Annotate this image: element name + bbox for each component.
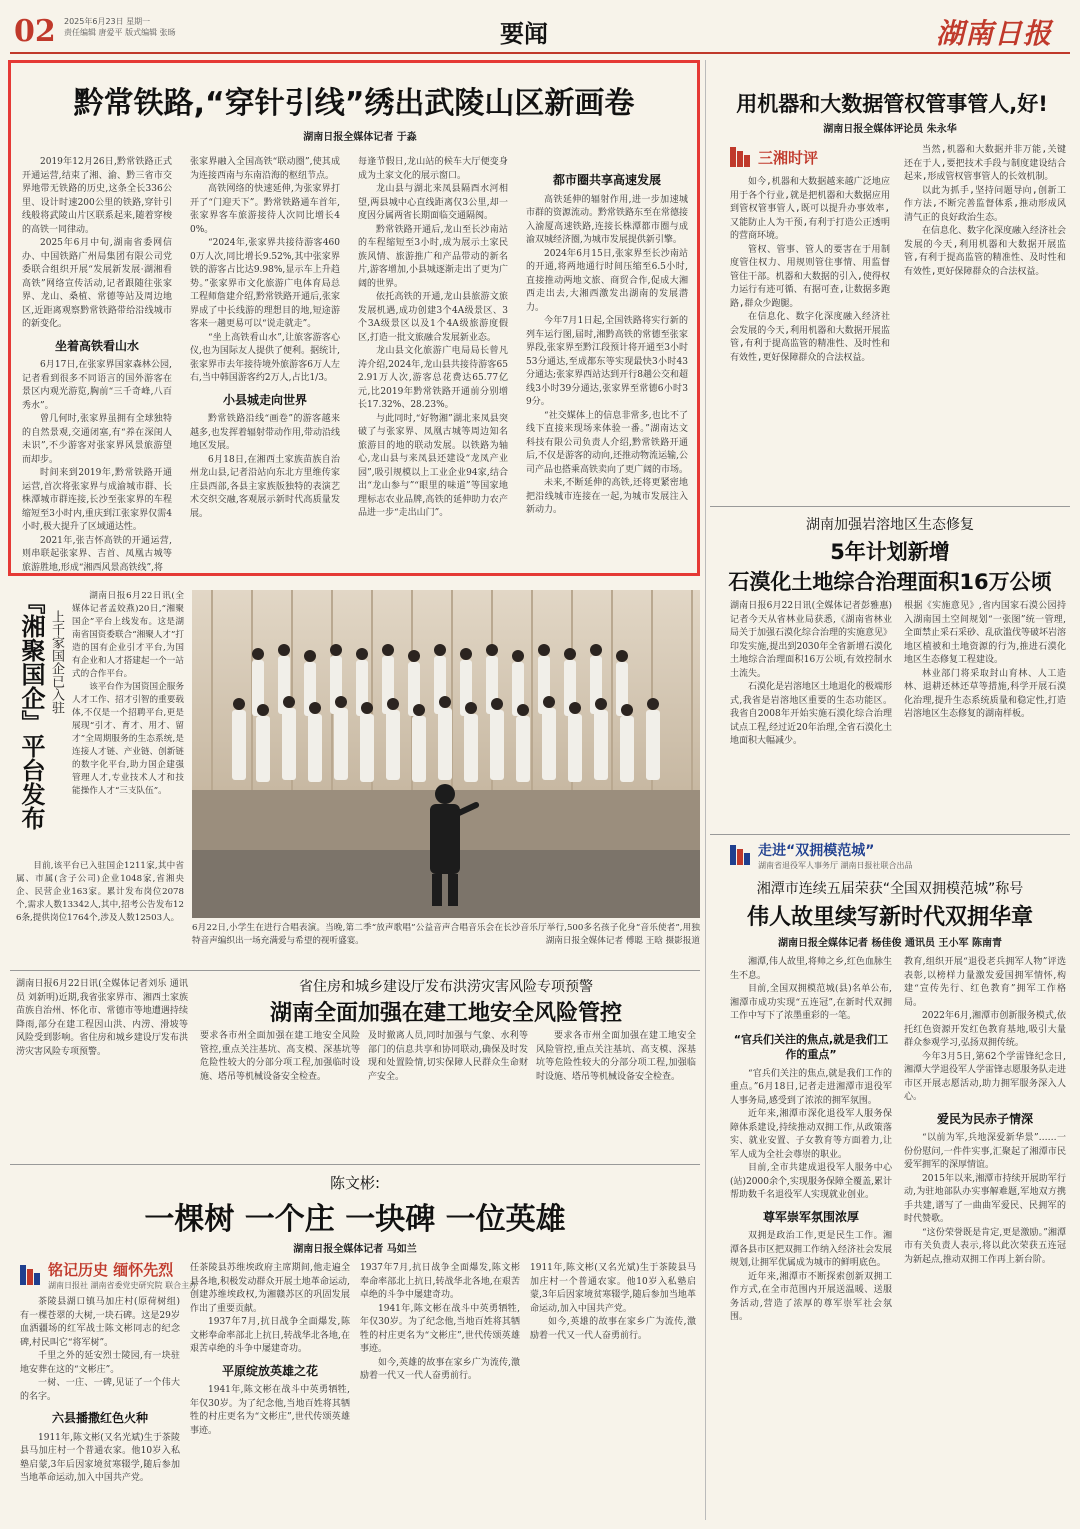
chen-paragraph: 1941年,陈文彬在战斗中英勇牺牲,年仅30岁。为了纪念他,当地百姓将其牺牲的村庄更名为“文彬庄”,世代传颂英雄事迹。 (190, 1385, 350, 1436)
chen-headline: 一棵树 一个庄 一块碑 一位英雄 (144, 1202, 566, 1237)
lead-paragraph: 高铁网络的快速延伸,为张家界打开了“门迎天下”。黔常铁路通车首年,张家界客车旅游接待人次同比增长40%。 (190, 184, 340, 235)
lead-paragraph: 龙山县文化旅游广电局局长曾凡涛介绍,2024年,龙山县共接待游客652.91万人次,游客总花费达65.77亿元,比2019年黔常铁路开通前分别增长17.32%、28.23%。 (358, 346, 508, 410)
chen-paragraph: 1911年,陈文彬(又名光斌)生于茶陵县马加庄村一个普通农家。他10岁入私塾启蒙,3年后因家境贫寒辍学,随后参加当地革命运动,加入中国共产党。 (20, 1432, 180, 1483)
chen-column-tag (20, 1262, 197, 1288)
lead-paragraph: 曾几何时,张家界虽拥有全球独特的自然景观,交通闭塞,有“养在深闺人未识”,不少游客对张家界风景旅游望而却步。 (22, 414, 172, 465)
chen-column-sub: 湖南日报社 湖南省委党史研究院 联合主办 (48, 1281, 198, 1290)
lead-paragraph: 时间来到2019年,黔常铁路开通运营,首次将张家界与成渝城市群、长株潭城市群连接,长沙至张家界的车程缩短至3小时内,重庆到江张家界仅需4小时,极大提升了区域通达性。 (22, 468, 172, 532)
lead-paragraph: 今年7月1日起,全国铁路将实行新的列车运行图,届时,湘黔高铁的常德至张家界段,张家界至黔江段预计将开通至3小时53分通达,至成都东等实现最快3小时43分通达;张家界西站达到开行8趟公交和超线3小时39分通达,张家界至常德6小时39分。 (526, 316, 688, 407)
chen-paragraph: 茶陵县湖口镇马加庄村(原荷树组)有一棵苍翠的大树,一块石碑。这是29岁血洒疆场的红军战士陈文彬同志的纪念碑,村民叫它“将军树”。 (20, 1297, 180, 1348)
lead-byline: 湖南日报全媒体记者 于淼 (303, 132, 417, 143)
dual-byline: 湖南日报全媒体记者 杨佳俊 通讯员 王小军 陈南青 (778, 938, 1002, 949)
opinion-byline: 湖南日报全媒体评论员 朱永华 (823, 124, 957, 135)
lead-column-1 (22, 156, 172, 573)
eco-headline-1: 5年计划新增 (830, 540, 950, 564)
opinion-paragraph: 当然,机器和大数据并非万能,关键还在于人,要把技术手段与制度建设结合起来,形成管权管事管人的长效机制。 (904, 145, 1066, 182)
chen-paragraph: 1911年,陈文彬(又名光斌)生于茶陵县马加庄村一个普通农家。他10岁入私塾启蒙,3年后因家境贫寒辍学,随后参加当地革命运动,加入中国共产党。 (530, 1263, 696, 1314)
safety-paragraph: 及时撤离人员,同时加强与气象、水利等部门的信息共享和协同联动,确保及时发现和处置险情,切实保障人民群众生命财产安全。 (368, 1031, 528, 1082)
opinion-paragraph: 在信息化、数字化深度融入经济社会发展的今天,利用机器和大数据开展监管,有利于提高监管的精准性、及时性和有效性,更好保障群众的合法权益。 (730, 312, 890, 363)
dual-paragraph: “这份荣誉既是肯定,更是激励。”湘潭市有关负责人表示,将以此次荣获五连冠为新起点,推动双拥工作再上新台阶。 (904, 1227, 1066, 1265)
dual-paragraph: 目前,全国双拥模范城(县)名单公布,湘潭市成功实现“五连冠”,在新时代双拥工作中写下了浓墨重彩的一笔。 (730, 984, 892, 1021)
dual-paragraph: “以前为军,兵地深爱新华景”……一份份慰问,一件件实事,汇聚起了湘潭市民爱军拥军的深厚情谊。 (904, 1133, 1066, 1170)
xiangju-column-bottom (16, 860, 184, 966)
opinion-column-tag (730, 144, 818, 170)
eco-headline-2: 石漠化土地综合治理面积16万公顷 (728, 570, 1052, 594)
safety-kicker: 省住房和城乡建设厅发布洪涝灾害风险专项预警 (299, 979, 593, 995)
chen-paragraph: 如今,英雄的故事在家乡广为流传,激励着一代又一代人奋勇前行。 (530, 1317, 696, 1341)
chen-column-1 (20, 1296, 180, 1520)
lead-paragraph: 黔常铁路沿线“画卷”的游客越来越多,也发挥着辐射带动作用,带动沿线地区发展。 (190, 414, 340, 451)
lead-column-3 (358, 156, 508, 564)
lead-paragraph: 2025年6月中旬,湖南省委网信办、中国铁路广州局集团有限公司党委联合组织开展“发展新发展·湖湘看高铁”网络宣传活动,记者跟随往张家界、龙山、桑植、常德等站及周边地区,近距离观察黔常铁路带给沿线城市的新变化。 (22, 238, 172, 329)
lead-paragraph: “社交媒体上的信息非常多,也比不了线下直接来现场来体验一番。”湖南达文科技有限公司负责人介绍,黔常铁路开通后,不仅是游客的动向,还推动物流运输,公司产品也搭乘高铁卖向了更广阔的市场。 (526, 410, 689, 475)
opinion-paragraph: 管权、管事、管人的要害在于用制度管住权力、用规则管住事情、用监督管住干部。机器和大数据的引入,使得权力运行有迹可循、有据可查,让数据多跑路,群众少跑腿。 (730, 244, 890, 309)
lead-paragraph: 龙山县与湖北来凤县隔酉水河相望,两县城中心直线距离仅3公里,却一度因分属两省长期面临交通隔阂。 (358, 184, 508, 221)
opinion-headline: 用机器和大数据管权管事管人,好! (736, 92, 1048, 116)
lead-paragraph: 2021年,张吉怀高铁的开通运营,则串联起张家界、吉首、凤凰古城等旅游胜地,形成“湘西风景高铁线”,将 (22, 535, 172, 573)
lead-paragraph: “2024年,张家界共接待游客4600万人次,同比增长9.52%,其中张家界铁的游客占比达9.98%,显示车上升趋势。”张家界市文化旅游广电体育局总工程师詹建介绍,黔常铁路开通后,张家界成了中长线游的理想目的地,短途游客来一趟更易可以“说走就走”。 (190, 238, 340, 329)
newspaper-logo: 湖南日报 (936, 17, 1053, 50)
chen-column-4 (530, 1262, 696, 1520)
xiangju-vertical-title: 『湘聚国企』平台发布 (17, 590, 45, 830)
lead-headline: 黔常铁路,“穿针引线”绣出武陵山区新画卷 (73, 86, 635, 121)
lead-paragraph: 2024年6月15日,张家界至长沙南站的开通,将两地通行时间压缩至6.5小时,直接推动两地文旅、商贸合作,促成大湘西走出去,大湘西激发出湖南的发展潜力。 (526, 248, 688, 313)
dual-paragraph: 目前,全市共建成退役军人服务中心(站)2000余个,实现服务保障全覆盖,累计帮助数千名退役军人实现就业创业。 (730, 1163, 892, 1200)
chen-paragraph: 1937年7月,抗日战争全面爆发,陈文彬奉命率部北上抗日,转战华北各地,在艰苦卓绝的斗争中屡建奇功。 (190, 1317, 350, 1354)
lead-paragraph: 高铁延伸的辐射作用,进一步加速城市群的资源流动。黔常铁路东至在常德接入渝厦高速铁路,连接长株潭都市圈与成渝双城经济圈,为城市发展提供新引擎。 (526, 194, 689, 245)
dual-column-name: 走进“双拥模范城” (758, 842, 875, 859)
dual-column-right (904, 956, 1066, 1520)
safety-headline: 湖南全面加强在建工地安全风险管控 (269, 1001, 622, 1026)
section-title: 要闻 (500, 20, 548, 48)
eco-kicker: 湖南加强岩溶地区生态修复 (806, 517, 974, 533)
xiangju-paragraph: 该平台作为国资国企服务人才工作、招才引智的重要载体,不仅是一个招聘平台,更是展现“引才、育才、用才、留才”全周期服务的生态系统,是连接人才链、产业链、创新链的数字化平台,助力国企建强管理人才,专业技术人才和技能操作人才“三支队伍”。 (72, 682, 184, 796)
dual-paragraph: 2015年以来,湘潭市持续开展助军行动,为驻地部队办实事解难题,军地双方携手共建,谱写了一曲曲军爱民、民拥军的时代赞歌。 (904, 1173, 1066, 1224)
page-number: 02 (14, 14, 56, 49)
lead-subhead: 坐着高铁看山水 (54, 338, 139, 353)
lead-paragraph: 6月18日,在湘西土家族苗族自治州龙山县,记者沿站向东北方里维传家庄县西部,各县主家族版独特的表演艺术交织交融,客观展示新时代高质量发展。 (190, 454, 340, 519)
lead-paragraph: 6月17日,在张家界国家森林公园,记者看到很多不同语言的国外游客在景区内观光游览,胸前“三千奇峰,八百秀水”。 (22, 360, 172, 411)
eco-paragraph: 湖南日报6月22日讯(全媒体记者彭雅惠)记者今天从省林业局获悉,《湖南省林业局关于加强石漠化综合治理的实施意见》印发实施,提出到2030年全省新增石漠化土地综合治理面积16万公顷,有效控制水土流失。 (730, 601, 893, 679)
column-logo-icon (730, 147, 750, 167)
dual-paragraph: 近年来,湘潭市深化退役军人服务保障体系建设,持续推动双拥工作,从政策落实、就业安置、子女教育等方面着力,让军人成为全社会尊崇的职业。 (730, 1109, 892, 1160)
safety-column-right (368, 1030, 528, 1158)
safety-paragraph: 湖南日报6月22日讯(全媒体记者刘乐 通讯员 刘新明)近期,我省张家界市、湘西土家族苗族自治州、怀化市、常德市等地遭遇持续降雨,部分在建工程因山洪、内涝、滑坡等风险受到影响。省住房和城乡建设厅发布洪涝灾害风险专项预警。 (16, 979, 188, 1057)
safety-column-left (16, 978, 188, 1158)
chen-column-3 (360, 1262, 520, 1520)
lead-column-2 (190, 156, 340, 564)
opinion-column-left (730, 176, 890, 498)
editor-credits: 责任编辑 唐爱平 版式编辑 张旸 (64, 28, 176, 37)
lead-paragraph: 2019年12月26日,黔常铁路正式开通运营,结束了湘、渝、黔三省市交界地带无铁路的历史,这条全长336公里、设计时速200公里的铁路,穿针引线般将武陵山片区联系起来,随着穿梭的高铁一同律动。 (22, 157, 172, 235)
dual-column-tag (730, 842, 913, 868)
dual-headline: 伟人故里续写新时代双拥华章 (746, 905, 1033, 930)
chen-paragraph: 如今,英雄的故事在家乡广为流传,激励着一代又一代人奋勇前行。 (360, 1357, 520, 1381)
lead-subhead: 都市圈共享高速发展 (552, 173, 661, 187)
chen-subhead: 平原绽放英雄之花 (221, 1363, 318, 1378)
dual-kicker: 湘潭市连续五届荣获“全国双拥模范城”称号 (756, 881, 1024, 897)
lead-paragraph: 与此同时,“好物湘”湖北来凤县突破了与张家界、凤凰古城等周边知名旅游目的地的联动发展。以铁路为轴心,龙山县与来凤县还建设“龙凤产业园”,吸引规模以上工业企业94家,结合出“龙山参与”“眼里的味道”等国家地理标志农业品牌,高铁的延伸助力农产品进一步“走出山门”。 (358, 413, 508, 518)
lead-subhead: 小县城走向世界 (222, 392, 307, 407)
lead-paragraph: 依托高铁的开通,龙山县旅游文旅发展机遇,成功创建3个4A级景区、3个3A级景区以及1个4A级旅游度假区,打造一批文旅融合发展新业态。 (358, 292, 508, 343)
lead-column-4 (526, 156, 688, 564)
lead-paragraph: 张家界融入全国高铁“联动圈”,使其成为连接西南与东南沿海的枢纽节点。 (190, 157, 340, 181)
dual-paragraph: 近年来,湘潭市不断探索创新双拥工作方式,在全市范围内开展送温暖、送服务活动,营造了浓厚的尊军崇军社会氛围。 (730, 1271, 892, 1322)
eco-column-left (730, 600, 892, 828)
eco-column-right (904, 600, 1066, 828)
chen-column-name: 铭记历史 缅怀先烈 (48, 1261, 174, 1279)
eco-paragraph: 石漠化是岩溶地区土地退化的极端形式,我省是岩溶地区重要的生态功能区。我省自2008年开始实施石漠化综合治理试点工程,经过近20年治理,全省石漠化土地面积大幅减少。 (730, 682, 893, 746)
chen-paragraph: 1937年7月,抗日战争全面爆发,陈文彬奉命率部北上抗日,转战华北各地,在艰苦卓绝的斗争中屡建奇功。 (360, 1263, 520, 1300)
opinion-paragraph: 以此为抓手,坚持问题导向,创新工作方法,不断完善监督体系,推动形成风清气正的良好政治生态。 (904, 185, 1066, 223)
photo-caption (192, 922, 700, 952)
choir-photo (192, 590, 700, 918)
issue-date: 2025年6月23日 星期一 (64, 17, 151, 26)
choir-illustration (192, 590, 700, 918)
safety-paragraph: 要求各市州全面加强在建工地安全风险管控,重点关注基坑、高支模、深基坑等危险性较大的分部分项工程,加强临时设施、塔吊等机械设备安全检查。 (200, 1031, 360, 1082)
opinion-column-right (904, 144, 1066, 498)
dual-paragraph: 双拥是政治工作,更是民生工作。湘潭各县市区把双拥工作纳入经济社会发展规划,让拥军优属成为城市的鲜明底色。 (730, 1231, 893, 1268)
chen-kicker: 陈文彬: (329, 1174, 381, 1192)
dual-subhead: 尊军崇军氛围浓厚 (762, 1209, 859, 1224)
safety-paragraph: 要求各市州全面加强在建工地安全风险管控,重点关注基坑、高支模、深基坑等危险性较大的分部分项工程,加强临时设施、塔吊等机械设备安全检查。 (536, 1031, 696, 1082)
opinion-paragraph: 如今,机器和大数据越来越广泛地应用于各个行业,就是把机器和大数据应用到管权管事管人,既可以提升办事效率,又能防止人为干预,有利于打造公正透明的营商环境。 (730, 177, 890, 241)
lead-paragraph: “坐上高铁看山水”,让旅客游客心仪,也为国际友人提供了便利。据统计,张家界市去年接待境外旅游客6万人左右,当中韩国游客约2万人,占比1/3。 (190, 332, 340, 383)
lead-paragraph: 未来,不断延伸的高铁,还将更紧密地把沿线城市连接在一起,为城市发展注入新动力。 (526, 478, 688, 515)
dual-column-sub: 湖南省退役军人事务厅 湖南日报社联合出品 (758, 860, 913, 870)
photo-caption-text: 6月22日,小学生在进行合唱表演。当晚,第二季“放声歌唱”公益音声合唱音乐会在长沙音乐厅举行,500多名孩子化身“音乐使者”,用独特音声编织出一场充满爱与希望的视听盛宴。 (192, 923, 700, 946)
dual-subhead: “官兵们关注的焦点,就是我们工作的重点” (733, 1032, 889, 1061)
masthead-info (64, 16, 204, 38)
column-logo-icon (20, 1265, 40, 1285)
dual-paragraph: 今年3月5日,第62个学雷锋纪念日,湘潭大学退役军人学雷锋志愿服务队走进市区开展志愿活动,助力拥军服务深入人心。 (904, 1051, 1067, 1102)
dual-column-left (730, 956, 892, 1520)
chen-byline: 湖南日报全媒体记者 马如兰 (293, 1244, 417, 1255)
dual-paragraph: 2022年6月,湘潭市创新服务模式,依托红色资源开发红色教育基地,吸引大量群众参观学习,弘扬双拥传统。 (904, 1011, 1066, 1048)
chen-paragraph: 千里之外的延安烈士陵园,有一块驻地安葬在这的“文彬庄”。 (20, 1351, 180, 1375)
chen-paragraph: 1941年,陈文彬在战斗中英勇牺牲,年仅30岁。为了纪念他,当地百姓将其牺牲的村庄更名为“文彬庄”,世代传颂英雄事迹。 (360, 1303, 520, 1354)
dual-paragraph: 教育,组织开展“退役老兵拥军人物”评选表彰,以榜样力量激发爱国拥军情怀,构建“宣传先行、红色教育”拥军工作格局。 (904, 957, 1066, 1008)
chen-paragraph: 任茶陵县苏维埃政府主席期间,他走遍全县各地,积极发动群众开展土地革命运动,创建苏维埃政权,为湘赣苏区的巩固发展作出了重要贡献。 (190, 1263, 350, 1314)
column-logo-icon (730, 845, 750, 865)
xiangju-paragraph: 湖南日报6月22日讯(全媒体记者孟姣燕)20日,“湘聚国企”平台上线发布。这是湖南省国资委联合“湘聚人才”打造的国有企业引才平台,为国有企业和人才搭建起一个一站式的合作平台。 (72, 591, 184, 679)
xiangju-vertical-subtitle: 上千家国企已入驻 (49, 610, 64, 714)
eco-paragraph: 根据《实施意见》,省内国家石漠公园持入湖南国土空间规划“一张图”统一管理,全面禁止采石采砂、乱砍滥伐等破坏岩溶地区植被和土地资源的行为,推进石漠化地区生态修复工程建设。 (904, 601, 1067, 665)
dual-paragraph: “官兵们关注的焦点,就是我们工作的重点。”6月18日,记者走进湘潭市退役军人事务局,感受到了浓浓的拥军氛围。 (730, 1068, 892, 1106)
chen-subhead: 六县播撒红色火种 (51, 1411, 148, 1425)
chen-paragraph: 一树、一庄、一碑,见证了一个伟大的名字。 (20, 1378, 180, 1402)
chen-column-2 (190, 1262, 350, 1520)
dual-paragraph: 湘潭,伟人故里,将帅之乡,红色血脉生生不息。 (730, 957, 892, 981)
dual-subhead: 爱民为民赤子情深 (936, 1111, 1033, 1126)
opinion-paragraph: 在信息化、数字化深度融入经济社会发展的今天,利用机器和大数据开展监管,有利于提高监管的精准性、及时性和有效性,更好保障群众的合法权益。 (904, 226, 1067, 277)
safety-column-mid (200, 1030, 360, 1158)
lead-paragraph: 黔常铁路开通后,龙山至长沙南站的车程缩短至3小时,成为展示土家民族风情、旅游推广和产品带动的新名片,游客增加,小县城逐渐走出了更为广阔的世界。 (358, 224, 508, 289)
photo-credit: 湖南日报全媒体记者 傅聪 王晗 摄影报道 (545, 935, 700, 946)
opinion-column-name: 三湘时评 (758, 148, 819, 167)
safety-column-right2 (536, 1030, 696, 1158)
eco-paragraph: 林业部门将采取封山育林、人工造林、退耕还林还草等措施,科学开展石漠化治理,提升生态系统质量和稳定性,打造岩溶地区生态修复的湖南样板。 (904, 668, 1066, 719)
lead-paragraph: 每逢节假日,龙山站的候车大厅便变身成为土家文化的展示窗口。 (358, 157, 508, 181)
xiangju-paragraph: 目前,该平台已入驻国企1211家,其中省属、市属(含子公司)企业1048家,省湘央企、民营企业163家。累计发布岗位2078个,需求人数13342人,其中,招考公告发布126条,提供岗位1764个,涉及人数12503人。 (16, 861, 184, 923)
